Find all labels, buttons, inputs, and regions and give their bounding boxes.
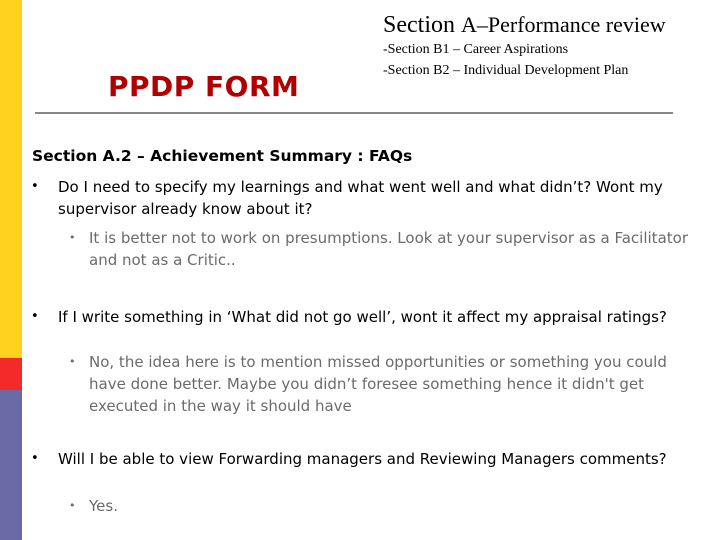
answer-bullet: • — [69, 355, 76, 368]
faq-question-1: Do I need to specify my learnings and what went well and what didn’t? Wont my supervisor already know about it? — [58, 178, 663, 218]
answer-bullet: • — [69, 231, 76, 244]
left-accent-bar-purple — [0, 390, 22, 540]
title-divider — [35, 112, 673, 114]
faq-answer-3: Yes. — [89, 497, 118, 515]
answer-bullet: • — [69, 499, 76, 512]
faq-question-3: Will I be able to view Forwarding managers and Reviewing Managers comments? — [58, 450, 667, 468]
question-bullet: • — [31, 451, 39, 466]
section-a-prefix: Section — [383, 12, 461, 38]
form-title: PPDP FORM — [108, 70, 300, 103]
question-bullet: • — [31, 309, 39, 324]
section-b2-label: -Section B2 – Individual Development Plan — [383, 63, 629, 78]
left-accent-bar-yellow — [0, 0, 22, 358]
faq-answer-1: It is better not to work on presumptions. Look at your supervisor as a Facilitator and not as a Critic.. — [89, 229, 688, 269]
faq-answer-2: No, the idea here is to mention missed opportunities or something you could have done better. Maybe you didn’t foresee something hence it didn't get executed in the way it should have — [89, 353, 667, 415]
section-a-title — [383, 12, 666, 39]
faq-question-2: If I write something in ‘What did not go well’, wont it affect my appraisal ratings? — [58, 308, 667, 326]
section-a-rest: A–Performance review — [461, 12, 666, 37]
faq-heading: Section A.2 – Achievement Summary : FAQs — [32, 147, 413, 165]
left-accent-bar-red — [0, 358, 22, 390]
question-bullet: • — [31, 179, 39, 194]
section-b1-label: -Section B1 – Career Aspirations — [383, 42, 569, 57]
